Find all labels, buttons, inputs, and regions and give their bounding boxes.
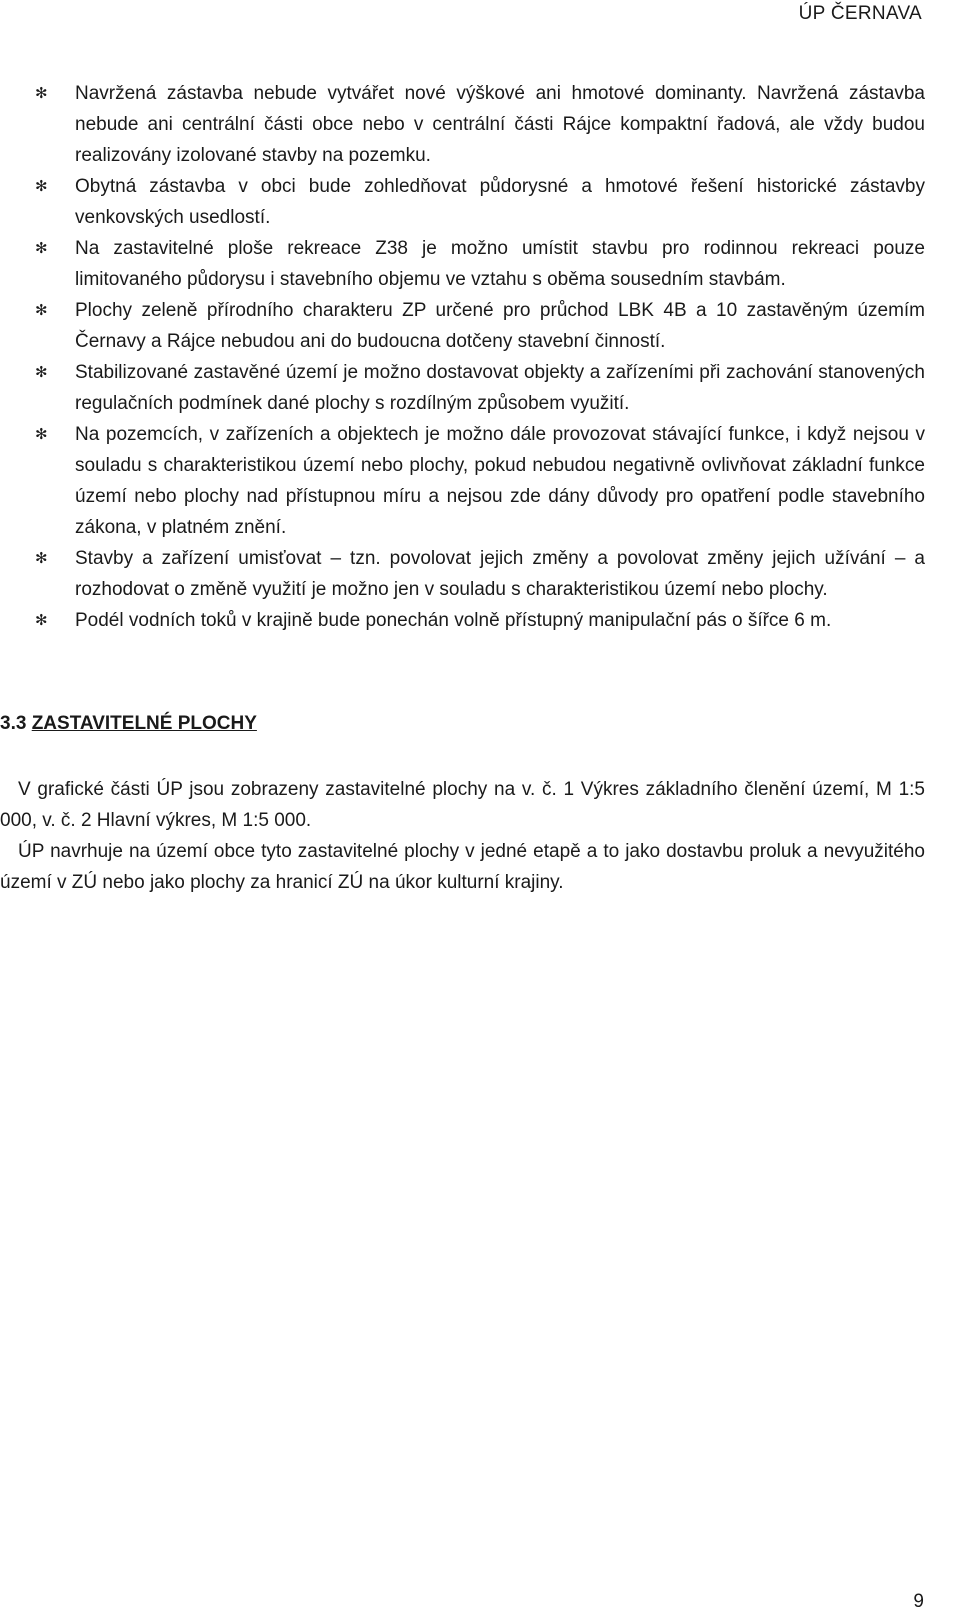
asterisk-bullet-icon: ✻ — [35, 240, 48, 257]
bullet-item — [35, 419, 925, 543]
bullet-item — [35, 543, 925, 605]
bullet-item — [35, 171, 925, 233]
section-number: 3.3 — [0, 713, 27, 734]
bullet-text: Navržená zástavba nebude vytvářet nové výškové ani hmotové dominanty. Navržená zástavba nebude ani centrální části obce nebo v centrální části Rájce kompaktní řadová, ale vždy budou realizovány izolované stavby na pozemku. — [75, 83, 925, 166]
body-paragraph: V grafické části ÚP jsou zobrazeny zastavitelné plochy na v. č. 1 Výkres základního členění území, M 1:5 000, v. č. 2 Hlavní výkres, M 1:5 000. — [0, 779, 925, 831]
bullet-item — [35, 233, 925, 295]
bullet-text: Stavby a zařízení umisťovat – tzn. povolovat jejich změny a povolovat změny jejich užívání – a rozhodovat o změně využití je možno jen v souladu s charakteristikou území nebo plochy. — [75, 548, 925, 600]
page-number: 9 — [913, 1591, 924, 1612]
asterisk-bullet-icon: ✻ — [35, 178, 48, 195]
bullet-item — [35, 605, 925, 636]
asterisk-bullet-icon: ✻ — [35, 550, 48, 567]
regulation-bullet-list — [35, 78, 925, 636]
bullet-item — [35, 357, 925, 419]
bullet-text: Obytná zástavba v obci bude zohledňovat půdorysné a hmotové řešení historické zástavby venkovských usedlostí. — [75, 176, 925, 228]
bullet-item — [35, 295, 925, 357]
bullet-text: Na pozemcích, v zařízeních a objektech je možno dále provozovat stávající funkce, i když nejsou v souladu s charakteristikou území nebo plochy, pokud nebudou negativně ovlivňovat základní funkce území nebo plochy nad přístupnou míru a nejsou zde dány důvody pro opatření podle stavebního zákona, v platném znění. — [75, 424, 925, 538]
bullet-item — [35, 78, 925, 171]
bullet-text: Plochy zeleně přírodního charakteru ZP určené pro průchod LBK 4B a 10 zastavěným územím Černavy a Rájce nebudou ani do budoucna dotčeny stavební činností. — [75, 300, 925, 352]
bullet-text: Na zastavitelné ploše rekreace Z38 je možno umístit stavbu pro rodinnou rekreaci pouze limitovaného půdorysu i stavebního objemu ve vztahu s oběma sousedním stavbám. — [75, 238, 925, 290]
body-paragraph: ÚP navrhuje na území obce tyto zastavitelné plochy v jedné etapě a to jako dostavbu proluk a nevyužitého území v ZÚ nebo jako plochy za hranicí ZÚ na úkor kulturní krajiny. — [0, 841, 925, 893]
bullet-text: Podél vodních toků v krajině bude ponechán volně přístupný manipulační pás o šířce 6 m. — [75, 610, 832, 631]
page-header-title: ÚP ČERNAVA — [798, 3, 922, 24]
section-body — [0, 774, 925, 898]
asterisk-bullet-icon: ✻ — [35, 85, 48, 102]
section-title: ZASTAVITELNÉ PLOCHY — [31, 713, 257, 734]
asterisk-bullet-icon: ✻ — [35, 612, 48, 629]
asterisk-bullet-icon: ✻ — [35, 302, 48, 319]
asterisk-bullet-icon: ✻ — [35, 364, 48, 381]
asterisk-bullet-icon: ✻ — [35, 426, 48, 443]
bullet-text: Stabilizované zastavěné území je možno dostavovat objekty a zařízeními při zachování stanovených regulačních podmínek dané plochy s rozdílným způsobem využití. — [75, 362, 925, 414]
section-heading — [0, 712, 257, 736]
